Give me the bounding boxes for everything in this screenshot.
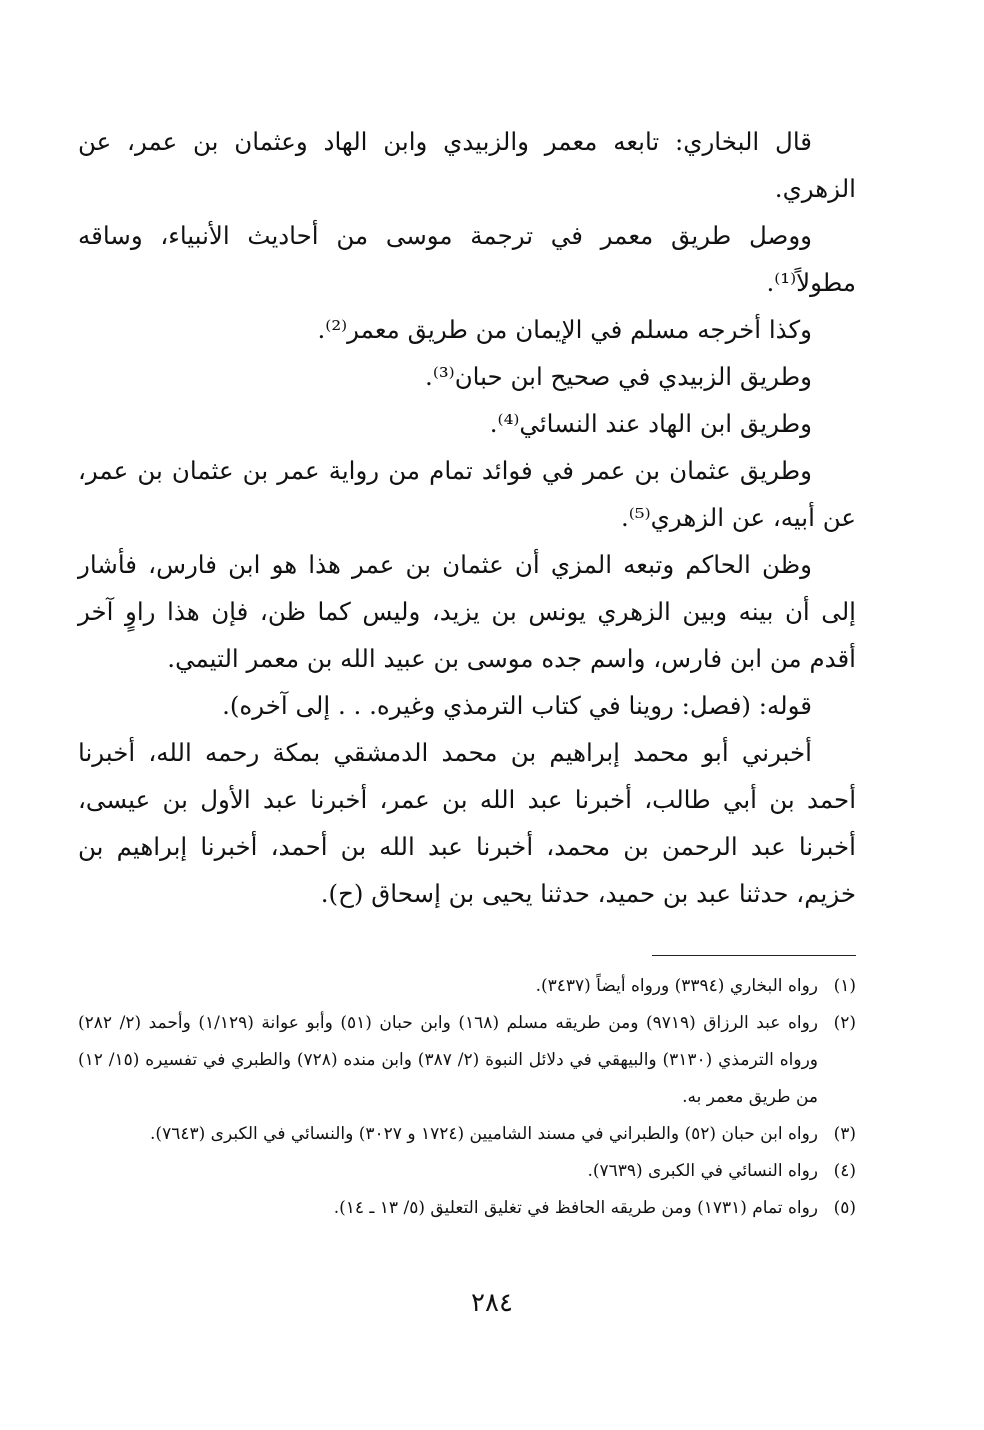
footnote	[78, 1153, 856, 1190]
paragraph: وطريق عثمان بن عمر في فوائد تمام من رواية عمر بن عثمان بن عمر، عن أبيه، عن الزهري⁽⁵⁾.	[78, 456, 856, 532]
footnote-text: رواه النسائي في الكبرى (٧٦٣٩).	[587, 1161, 818, 1181]
footnote-text: رواه عبد الرزاق (٩٧١٩) ومن طريقه مسلم (١٦٨) وابن حبان (٥١) وأبو عوانة (١/١٢٩) وأحمد (٢/ ٢٨٢) ورواه الترمذي (٣١٣٠) والبيهقي في دلائل النبوة (٢/ ٣٨٧) وابن منده (٧٢٨) والطبري في تفسيره (١٥/ ١٢) من طريق معمر به.	[78, 1013, 819, 1107]
paragraph: وطريق الزبيدي في صحيح ابن حبان⁽³⁾.	[425, 362, 812, 391]
footnote-number: (٤)	[833, 1161, 856, 1181]
footnote	[78, 968, 856, 1005]
paragraph: أخبرني أبو محمد إبراهيم بن محمد الدمشقي بمكة رحمه الله، أخبرنا أحمد بن أبي طالب، أخبرنا عبد الله بن عمر، أخبرنا عبد الأول بن عيسى، أخبرنا عبد الرحمن بن محمد، أخبرنا عبد الله بن أحمد، أخبرنا إبراهيم بن خزيم، حدثنا عبد بن حميد، حدثنا يحيى بن إسحاق (ح).	[78, 738, 856, 908]
footnote-text: رواه تمام (١٧٣١) ومن طريقه الحافظ في تغليق التعليق (٥/ ١٣ ـ ١٤).	[333, 1198, 818, 1218]
footnote	[78, 1116, 856, 1153]
paragraph: وطريق ابن الهاد عند النسائي⁽⁴⁾.	[489, 409, 812, 438]
paragraph: وكذا أخرجه مسلم في الإيمان من طريق معمر⁽²⁾.	[317, 315, 812, 344]
footnote-number: (٢)	[833, 1013, 856, 1033]
page-number: ٢٨٤	[471, 1288, 513, 1318]
footnote-number: (٣)	[833, 1124, 856, 1144]
footnotes	[78, 968, 856, 1227]
paragraph: قال البخاري: تابعه معمر والزبيدي وابن الهاد وعثمان بن عمر، عن الزهري.	[78, 127, 856, 203]
footnote	[78, 1190, 856, 1227]
footnote-number: (١)	[833, 976, 856, 996]
paragraph: ووصل طريق معمر في ترجمة موسى من أحاديث الأنبياء، وساقه مطولاً⁽¹⁾.	[78, 221, 856, 297]
main-text	[78, 118, 856, 917]
paragraph: وظن الحاكم وتبعه المزي أن عثمان بن عمر هذا هو ابن فارس، فأشار إلى أن بينه وبين الزهري يونس بن يزيد، وليس كما ظن، فإن هذا راوٍ آخر أقدم من ابن فارس، واسم جده موسى بن عبيد الله بن معمر التيمي.	[78, 550, 856, 673]
paragraph: قوله: (فصل: روينا في كتاب الترمذي وغيره. . . إلى آخره).	[222, 691, 812, 720]
footnote-separator	[652, 955, 856, 956]
footnote-text: رواه ابن حبان (٥٢) والطبراني في مسند الشاميين (١٧٢٤ و ٣٠٢٧) والنسائي في الكبرى (٧٦٤٣).	[150, 1124, 818, 1144]
footnote-text: رواه البخاري (٣٣٩٤) ورواه أيضاً (٣٤٣٧).	[535, 976, 818, 996]
footnote-number: (٥)	[833, 1198, 856, 1218]
footnote	[78, 1005, 856, 1116]
